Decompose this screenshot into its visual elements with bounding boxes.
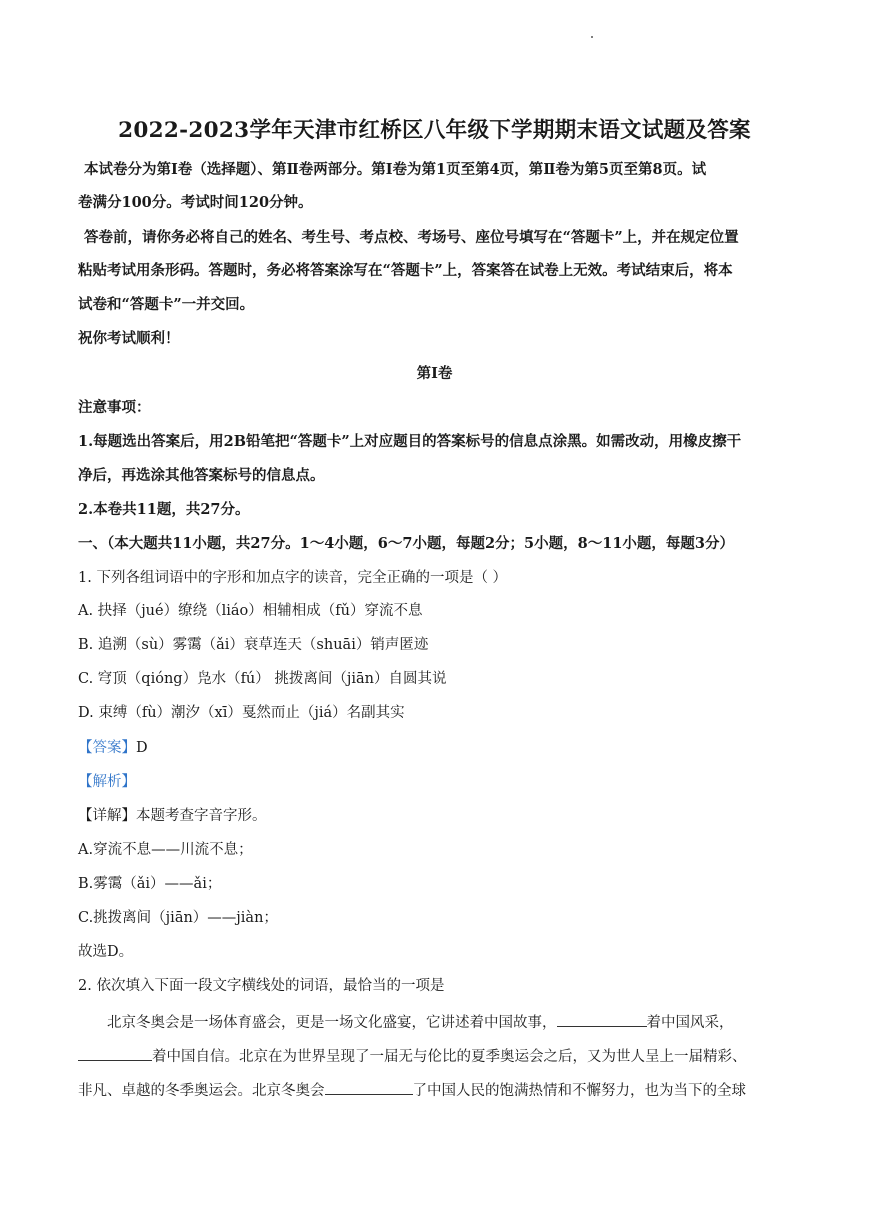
detail-note-b: B.雾霭（ǎi）——ǎi； bbox=[78, 876, 222, 892]
intro-paragraph-1-line-1: 本试卷分为第Ⅰ卷（选择题）、第Ⅱ卷两部分。第Ⅰ卷为第1页至第4页，第Ⅱ卷为第5页至第8页。试 bbox=[84, 161, 707, 178]
answer-value: D bbox=[136, 740, 148, 756]
passage-line-2 bbox=[78, 1045, 747, 1067]
answer-line bbox=[78, 738, 148, 758]
fill-blank-2 bbox=[78, 1045, 152, 1061]
intro-paragraph-1-line-2: 卷满分100分。考试时间120分钟。 bbox=[78, 194, 313, 211]
conclusion-text: 故选D。 bbox=[78, 944, 134, 960]
section-title: 第Ⅰ卷 bbox=[416, 365, 453, 382]
passage-text: 非凡、卓越的冬季奥运会。北京冬奥会 bbox=[78, 1083, 325, 1099]
question-1-option-d: D. 束缚（fù）潮汐（xī）戛然而止（jiá）名副其实 bbox=[78, 705, 405, 721]
analysis-label: 【解析】 bbox=[78, 774, 136, 790]
notice-item-2: 2.本卷共11题，共27分。 bbox=[78, 501, 250, 518]
question-1-option-a: A. 抉择（jué）缭绕（liáo）相辅相成（fǔ）穿流不息 bbox=[78, 603, 423, 619]
detail-note-c: C.挑拨离间（jiān）——jiàn； bbox=[78, 910, 278, 926]
passage-text: 北京冬奥会是一场体育盛会，更是一场文化盛宴，它讲述着中国故事， bbox=[107, 1015, 557, 1031]
corner-dot bbox=[591, 36, 593, 38]
part-one-heading: 一、（本大题共11小题，共27分。1～4小题，6～7小题，每题2分；5小题，8～11小题，每题3分） bbox=[78, 535, 734, 552]
detail-text: 【详解】本题考查字音字形。 bbox=[78, 808, 267, 824]
question-1-stem: 1. 下列各组词语中的字形和加点字的读音，完全正确的一项是（ ） bbox=[78, 570, 508, 586]
intro-paragraph-2-line-1: 答卷前，请你务必将自己的姓名、考生号、考点校、考场号、座位号填写在“答题卡”上，并在规定位置 bbox=[84, 229, 739, 246]
page-title: 2022-2023学年天津市红桥区八年级下学期期末语文试题及答案 bbox=[118, 118, 751, 143]
intro-paragraph-2-line-3: 试卷和“答题卡”一并交回。 bbox=[78, 296, 255, 313]
question-2-stem: 2. 依次填入下面一段文字横线处的词语，最恰当的一项是 bbox=[78, 978, 445, 994]
passage-text: 着中国自信。北京在为世界呈现了一届无与伦比的夏季奥运会之后，又为世人呈上一届精彩、 bbox=[152, 1049, 747, 1065]
notice-heading: 注意事项： bbox=[78, 399, 151, 416]
question-1-option-c: C. 穹顶（qióng）凫水（fú） 挑拨离间（jiān）自圆其说 bbox=[78, 671, 447, 687]
fill-blank-1 bbox=[557, 1011, 647, 1027]
intro-paragraph-2-line-2: 粘贴考试用条形码。答题时，务必将答案涂写在“答题卡”上，答案答在试卷上无效。考试结束后，将本 bbox=[78, 262, 733, 279]
detail-note-a: A.穿流不息——川流不息； bbox=[78, 842, 253, 858]
question-1-option-b: B. 追溯（sù）雾霭（ǎi）衰草连天（shuāi）销声匿迹 bbox=[78, 637, 429, 653]
passage-line-1 bbox=[107, 1011, 734, 1033]
answer-label: 【答案】 bbox=[78, 740, 136, 756]
passage-text: 着中国风采， bbox=[646, 1015, 734, 1031]
passage-text: 了中国人民的饱满热情和不懈努力，也为当下的全球 bbox=[412, 1083, 746, 1099]
notice-item-1-line-2: 净后，再选涂其他答案标号的信息点。 bbox=[78, 467, 325, 484]
fill-blank-3 bbox=[325, 1079, 413, 1095]
passage-line-3 bbox=[78, 1079, 746, 1101]
good-luck-text: 祝你考试顺利！ bbox=[78, 330, 180, 347]
notice-item-1-line-1: 1.每题选出答案后，用2B铅笔把“答题卡”上对应题目的答案标号的信息点涂黑。如需改动，用橡皮擦干 bbox=[78, 433, 742, 450]
